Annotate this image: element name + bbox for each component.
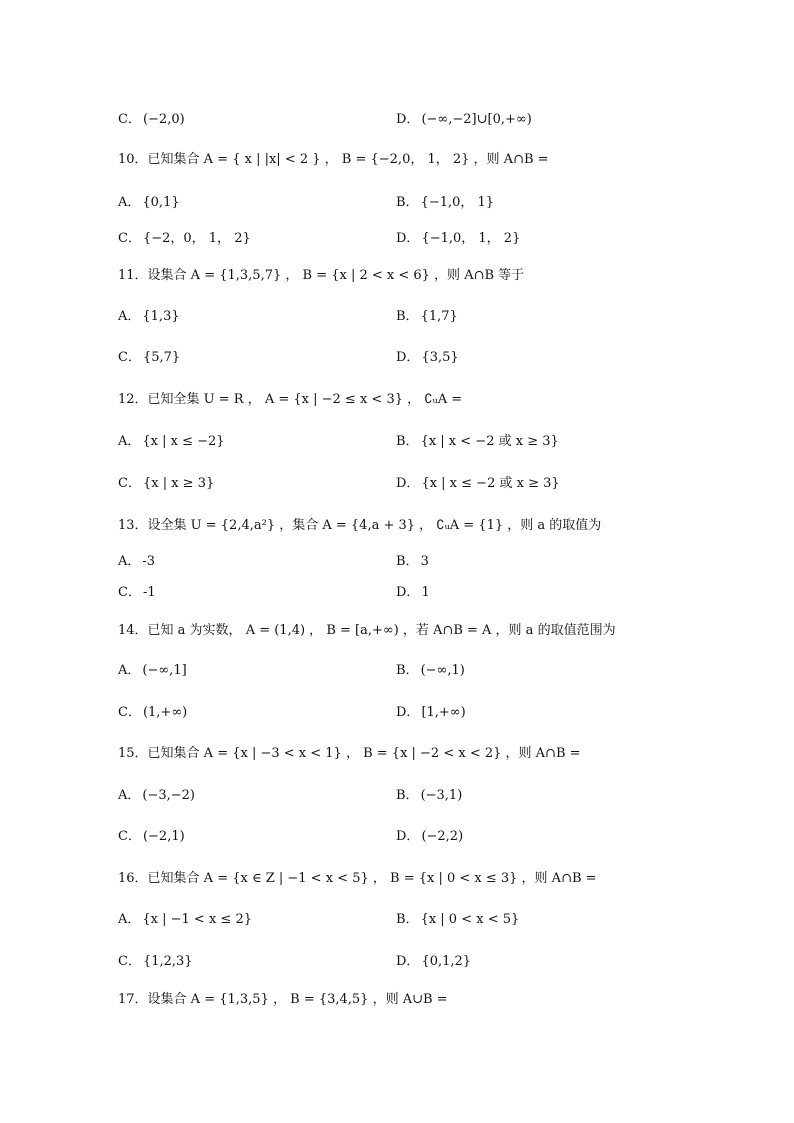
option-text: (−3,−2) [142, 788, 195, 803]
answer-option [118, 305, 180, 324]
option-letter: A． [118, 663, 141, 678]
option-letter: D． [396, 476, 420, 491]
option-text: {0,1,2} [421, 954, 472, 969]
answer-option [396, 191, 494, 210]
option-text: {1,3} [142, 309, 180, 324]
answer-option [396, 550, 429, 569]
option-text: (−∞,1] [142, 663, 187, 678]
answer-option [396, 430, 559, 449]
question-stem: 17．设集合 A = {1,3,5} ， B = {3,4,5} ，则 A∪B = [118, 992, 448, 1007]
answer-option [118, 581, 156, 600]
option-letter: B． [396, 309, 419, 324]
answer-option [396, 825, 463, 844]
option-text: {5,7} [142, 350, 181, 365]
option-letter: A． [118, 788, 141, 803]
option-text: {−1,0， 1} [420, 195, 495, 210]
answer-option [118, 659, 187, 678]
option-letter: C． [118, 112, 141, 127]
option-text: (−2,1) [142, 829, 185, 844]
option-text: (−∞,1) [420, 663, 465, 678]
option-letter: C． [118, 476, 141, 491]
option-letter: C． [118, 350, 141, 365]
answer-option [118, 191, 180, 210]
question-stem: 13．设全集 U = {2,4,a²} ，集合 A = {4,a + 3} ， ∁ᵤA = {1} ，则 a 的取值为 [118, 518, 602, 533]
question-stem: 15．已知集合 A = {x | −3 < x < 1} ， B = {x | −2 < x < 2} ，则 A∩B = [118, 746, 581, 761]
option-letter: C． [118, 585, 141, 600]
option-text: 1 [421, 585, 430, 600]
option-text: -3 [142, 554, 156, 569]
question-stem: 14．已知 a 为实数， A = (1,4) ， B = [a,+∞) ，若 A∩B = A ，则 a 的取值范围为 [118, 623, 616, 638]
answer-option [396, 701, 466, 720]
question-stem: 11．设集合 A = {1,3,5,7} ， B = {x | 2 < x < 6} ，则 A∩B 等于 [118, 268, 525, 283]
option-text: (1,+∞) [142, 705, 188, 720]
option-letter: B． [396, 554, 419, 569]
option-text: {0,1} [142, 195, 180, 210]
option-letter: C． [118, 705, 141, 720]
option-text: {x | x ≤ −2} [142, 434, 225, 449]
option-letter: B． [396, 912, 419, 927]
answer-option [396, 659, 465, 678]
answer-option [118, 430, 225, 449]
answer-option [118, 550, 155, 569]
option-text: (−2,0) [142, 112, 185, 127]
option-letter: C． [118, 231, 141, 246]
answer-option [118, 825, 185, 844]
answer-option [396, 581, 430, 600]
answer-option [118, 472, 214, 491]
option-letter: D． [396, 350, 420, 365]
option-letter: D． [396, 829, 420, 844]
answer-option [396, 950, 471, 969]
option-text: {x | −1 < x ≤ 2} [142, 912, 252, 927]
option-text: {x | x ≥ 3} [142, 476, 215, 491]
option-letter: D． [396, 705, 420, 720]
answer-option [118, 227, 251, 246]
option-letter: B． [396, 663, 419, 678]
option-letter: A． [118, 554, 141, 569]
question-stem: 10．已知集合 A = { x | |x| < 2 } ， B = {−2,0， 1， 2} ，则 A∩B = [118, 152, 549, 167]
option-text: {−2，0， 1， 2} [142, 231, 251, 246]
answer-option [118, 701, 187, 720]
option-text: {x | x < −2 或 x ≥ 3} [420, 434, 559, 449]
option-text: (−∞,−2]∪[0,+∞) [421, 112, 532, 127]
option-letter: B． [396, 195, 419, 210]
option-letter: A． [118, 434, 141, 449]
option-text: (−2,2) [421, 829, 464, 844]
answer-option [396, 346, 459, 365]
question-stem: 16．已知集合 A = {x ∈ Z | −1 < x < 5} ， B = {x | 0 < x ≤ 3} ，则 A∩B = [118, 871, 597, 886]
option-letter: B． [396, 434, 419, 449]
answer-option [118, 908, 252, 927]
answer-option [396, 305, 458, 324]
option-letter: D． [396, 231, 420, 246]
option-text: [1,+∞) [421, 705, 466, 720]
option-text: 3 [420, 554, 429, 569]
option-letter: D． [396, 954, 420, 969]
option-text: {x | x ≤ −2 或 x ≥ 3} [421, 476, 560, 491]
option-text: {−1,0， 1， 2} [421, 231, 521, 246]
option-text: {3,5} [421, 350, 459, 365]
answer-option [396, 784, 462, 803]
option-letter: B． [396, 788, 419, 803]
option-text: -1 [142, 585, 156, 600]
answer-option [118, 108, 185, 127]
option-letter: A． [118, 195, 141, 210]
answer-option [118, 784, 195, 803]
answer-option [396, 227, 520, 246]
option-letter: A． [118, 912, 141, 927]
option-letter: D． [396, 585, 420, 600]
option-text: {x | 0 < x < 5} [420, 912, 520, 927]
answer-option [396, 108, 532, 127]
option-letter: D． [396, 112, 420, 127]
answer-option [396, 908, 519, 927]
question-stem: 12．已知全集 U = R ， A = {x | −2 ≤ x < 3} ， ∁ᵤA = [118, 392, 463, 407]
answer-option [118, 346, 180, 365]
answer-option [118, 950, 193, 969]
option-letter: A． [118, 309, 141, 324]
option-letter: C． [118, 829, 141, 844]
option-text: (−3,1) [420, 788, 463, 803]
option-text: {1,2,3} [142, 954, 193, 969]
option-text: {1,7} [420, 309, 458, 324]
answer-option [396, 472, 560, 491]
option-letter: C． [118, 954, 141, 969]
